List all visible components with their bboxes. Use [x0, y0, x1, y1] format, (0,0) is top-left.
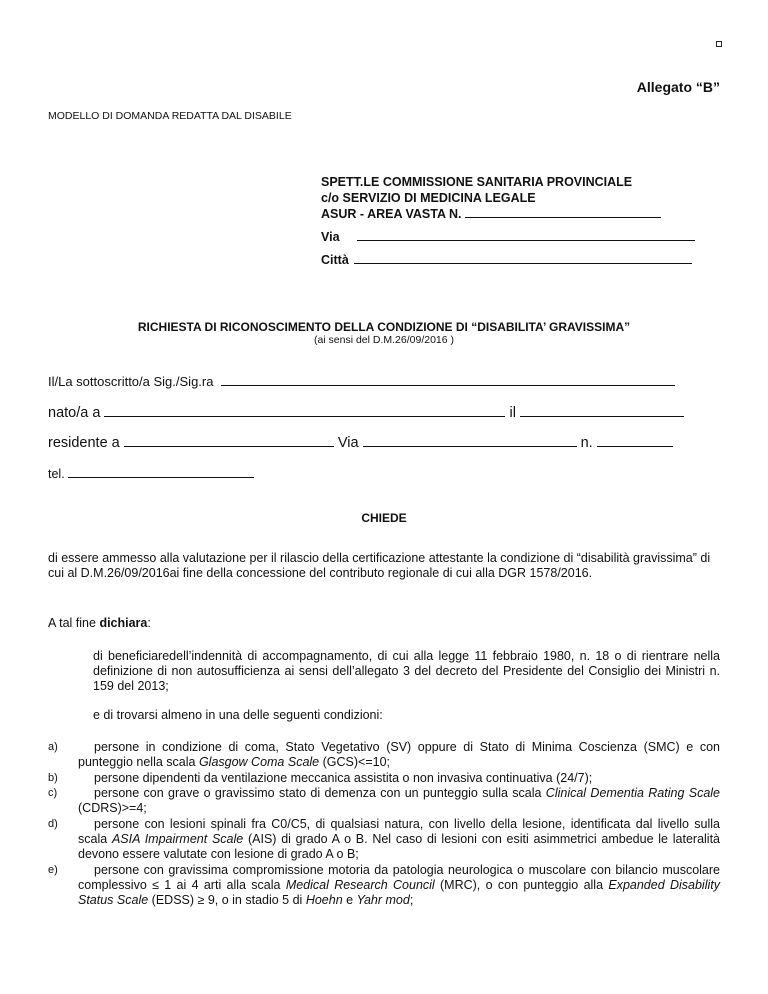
- condition-text: persone dipendenti da ventilazione meccanica assistita o non invasiva continuativa (24/7);: [94, 771, 593, 785]
- a-tal-fine-text: A tal fine: [48, 616, 100, 630]
- condition-d: [48, 817, 720, 862]
- condition-label: e): [48, 864, 58, 876]
- field-tel: [48, 466, 254, 481]
- field-residente: [48, 435, 673, 451]
- document-subtitle: (ai sensi del D.M.26/09/2016 ): [313, 334, 455, 346]
- field-sottoscritto: [48, 374, 675, 389]
- addressee-via: [321, 229, 695, 246]
- benefit-paragraph: di beneficiaredell’indennità di accompagnamento, di cui alla legge 11 febbraio 1980, n. 18 o di rientrare nella definizione di non autosufficienza ai sensi dell’allegato 3 del decreto del Presidente del Consiglio dei Ministri n. 159 del 2013;: [93, 649, 720, 693]
- condition-label: b): [48, 772, 58, 784]
- addressee-line-1: SPETT.LE COMMISSIONE SANITARIA PROVINCIALE: [321, 175, 633, 189]
- numero-label: n.: [580, 435, 593, 451]
- request-paragraph: di essere ammesso alla valutazione per il rilascio della certificazione attestante la condizione di “disabilità gravissima” di cui al D.M.26/09/2016ai fine della concessione del contributo regionale di cui alla DGR 1578/2016.: [48, 551, 711, 580]
- numero-blank[interactable]: [597, 435, 673, 447]
- chiede-heading: CHIEDE: [361, 511, 407, 525]
- addressee-citta-blank[interactable]: [354, 252, 692, 264]
- condition-b: [48, 771, 720, 786]
- addressee-citta-label: Città: [321, 253, 349, 267]
- condition-text: persone con lesioni spinali fra C0/C5, di qualsiasi natura, con livello della lesione, identificata dal livello sulla scala ASIA Impairment Scale (AIS) di grado A o B. Nel caso di lesioni con esiti asimmetrici ambedue le lateralità devono essere valutate con lesione di grado A o B;: [78, 817, 721, 861]
- corner-mark: [716, 41, 722, 47]
- conditions-intro: e di trovarsi almeno in una delle seguenti condizioni:: [93, 708, 383, 722]
- condition-text: persone con gravissima compromissione motoria da patologia neurologica o muscolare con bilancio muscolare complessivo ≤ 1 ai 4 arti alla scala Medical Research Council (MRC), o con punteggio alla Expanded Disability Status Scale (EDSS) ≥ 9, o in stadio 5 di Hoehn e Yahr mod;: [78, 863, 720, 907]
- nato-blank[interactable]: [104, 405, 505, 417]
- condition-label: d): [48, 818, 58, 830]
- form-type-label: MODELLO DI DOMANDA REDATTA DAL DISABILE: [48, 110, 292, 122]
- addressee-via-blank[interactable]: [357, 229, 695, 241]
- via-label: Via: [337, 435, 359, 451]
- condition-label: c): [48, 787, 58, 799]
- condition-label: a): [48, 741, 58, 753]
- tel-blank[interactable]: [68, 466, 254, 478]
- field-nato: [48, 405, 684, 421]
- allegato-label: Allegato “B”: [636, 79, 720, 95]
- sottoscritto-label: Il/La sottoscritto/a Sig./Sig.ra: [48, 374, 214, 389]
- colon-text: :: [147, 616, 151, 630]
- condition-a: [48, 740, 720, 770]
- addressee-citta: [321, 252, 692, 269]
- nato-label: nato/a a: [48, 405, 101, 421]
- il-label: il: [509, 405, 516, 421]
- condition-text: persone in condizione di coma, Stato Vegetativo (SV) oppure di Stato di Minima Coscienza (SMC) e con punteggio nella scala Glasgow Coma Scale (GCS)<=10;: [78, 740, 720, 769]
- document-title: RICHIESTA DI RICONOSCIMENTO DELLA CONDIZIONE DI “DISABILITA’ GRAVISSIMA”: [137, 320, 631, 334]
- sottoscritto-blank[interactable]: [221, 374, 675, 386]
- addressee-area-vasta: [321, 206, 661, 223]
- declaration-line: [48, 616, 720, 631]
- condition-text: persone con grave o gravissimo stato di demenza con un punteggio sulla scala Clinical Dementia Rating Scale (CDRS)>=4;: [78, 786, 720, 815]
- il-blank[interactable]: [520, 405, 684, 417]
- area-vasta-blank[interactable]: [465, 206, 661, 218]
- condition-c: [48, 786, 720, 816]
- residente-blank[interactable]: [124, 435, 334, 447]
- dichiara-text: dichiara: [99, 616, 148, 630]
- residente-label: residente a: [48, 435, 120, 451]
- via-blank[interactable]: [363, 435, 577, 447]
- addressee-via-label: Via: [321, 230, 340, 244]
- area-vasta-label: ASUR - AREA VASTA N.: [321, 207, 462, 221]
- addressee-line-2: c/o SERVIZIO DI MEDICINA LEGALE: [321, 191, 536, 205]
- tel-label: tel.: [48, 467, 65, 481]
- condition-e: [48, 863, 720, 908]
